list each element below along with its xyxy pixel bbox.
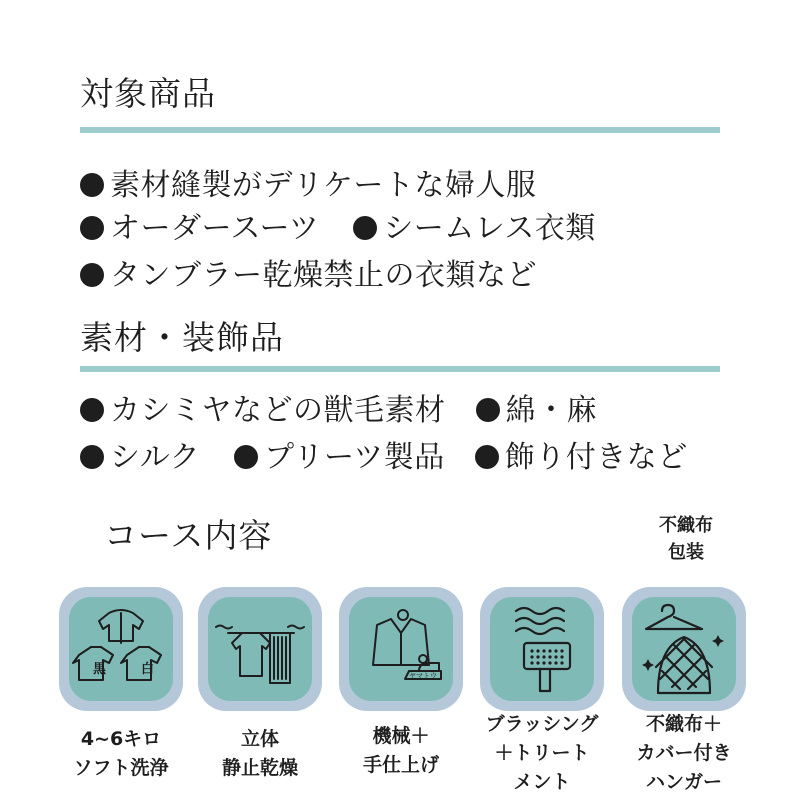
caption-line: 手仕上げ [362, 754, 439, 776]
course-tile-finish [339, 587, 463, 711]
caption-line: 不織布＋ [645, 713, 722, 735]
black-tag-label: 黒 [93, 662, 107, 677]
target-line-3 [80, 250, 537, 294]
heading-target-products: 対象商品 [80, 74, 216, 113]
bullet-icon [80, 398, 104, 422]
material-item: 飾り付きなど [504, 440, 688, 475]
heading-materials: 素材・装飾品 [80, 318, 284, 357]
white-tag-label: 白 [141, 662, 155, 677]
target-item: 素材縫製がデリケートな婦人服 [110, 168, 537, 203]
divider-1 [80, 127, 720, 133]
course-tile-wash [59, 587, 183, 711]
material-item: カシミヤなどの獣毛素材 [110, 393, 446, 428]
bullet-icon [80, 263, 104, 287]
caption-wash [46, 725, 196, 783]
top-note-line: 包装 [668, 542, 704, 563]
caption-line: カバー付き [636, 742, 732, 764]
bullet-icon [234, 445, 258, 469]
caption-line: 立体 [240, 728, 279, 750]
material-item: シルク [110, 440, 201, 475]
caption-hanger [609, 710, 759, 797]
target-line-2 [80, 203, 596, 247]
caption-line: ハンガー [645, 771, 722, 793]
caption-dry [185, 725, 335, 783]
target-item: シームレス衣類 [383, 211, 596, 246]
hanger-cover-icon [632, 597, 736, 701]
brush-icon [490, 597, 594, 701]
material-line-1 [80, 385, 597, 429]
iron-tag-label: ヤマトウ [409, 672, 437, 680]
caption-line: ソフト洗浄 [73, 757, 169, 779]
caption-finish [326, 722, 476, 780]
caption-line: メント [513, 771, 571, 793]
bullet-icon [80, 173, 104, 197]
caption-line: ブラッシング [485, 713, 599, 735]
jacket-iron-icon [349, 597, 453, 701]
target-item: オーダースーツ [110, 211, 320, 246]
bullet-icon [80, 216, 104, 240]
bullet-icon [80, 445, 104, 469]
caption-brush [467, 710, 617, 797]
heading-course: コース内容 [104, 516, 273, 555]
course-tile-dry [198, 587, 322, 711]
caption-line: 静止乾燥 [221, 757, 298, 779]
material-line-2 [80, 432, 688, 476]
divider-2 [80, 366, 720, 372]
target-item: タンブラー乾燥禁止の衣類など [110, 258, 537, 293]
bullet-icon [476, 398, 500, 422]
course-tile-hanger [622, 587, 746, 711]
bullet-icon [353, 216, 377, 240]
top-note-line: 不織布 [659, 515, 713, 536]
caption-line: ＋トリート [494, 742, 590, 764]
caption-line: 4~6キロ [80, 728, 162, 750]
material-item: プリーツ製品 [264, 440, 445, 475]
caption-line: 機械＋ [372, 725, 430, 747]
hanging-dry-icon [208, 597, 312, 701]
bullet-icon [475, 445, 499, 469]
target-line-1 [80, 160, 536, 204]
course-tile-brush [480, 587, 604, 711]
material-item: 綿・麻 [505, 393, 597, 428]
shirts-wash-icon [69, 597, 173, 701]
top-note-nonwoven [626, 512, 746, 566]
